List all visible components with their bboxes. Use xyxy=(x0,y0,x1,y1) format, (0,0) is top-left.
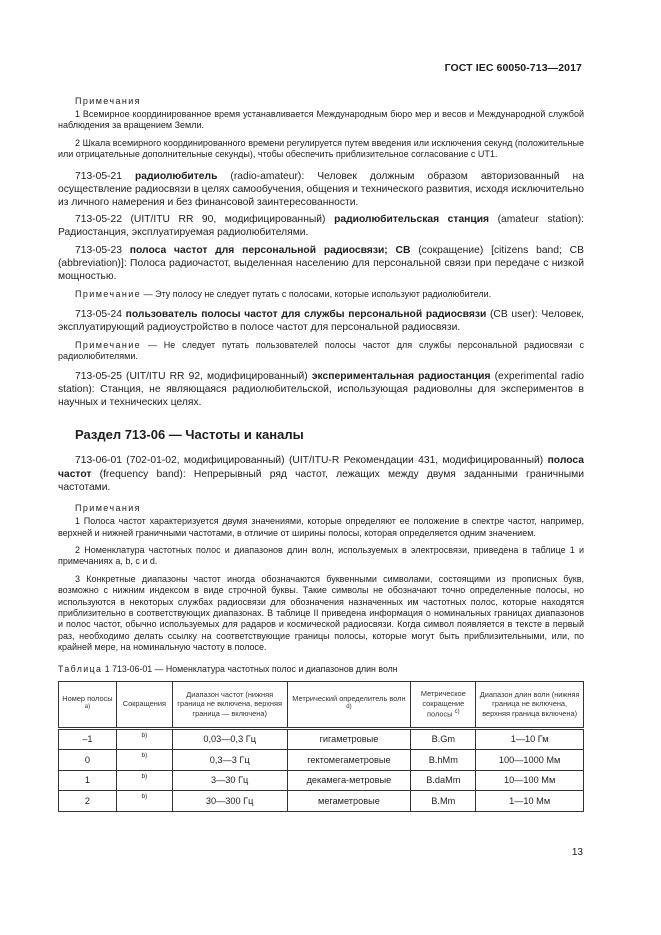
table-cell: 0,03—0,3 Гц xyxy=(172,728,287,750)
table-cell: декамега-метровые xyxy=(287,770,411,791)
table-row xyxy=(59,728,584,750)
table-cell: b) xyxy=(116,770,172,791)
term-entry-713-05-24 xyxy=(58,308,584,334)
notes-title: Примечания xyxy=(75,96,141,106)
table-cell: 10—100 Мм xyxy=(476,770,584,791)
term-definition: (experimental radio station): Станция, не являющаяся радиолюбительской, использующая радиоволны для экспериментов в научных и технических целях. xyxy=(58,370,584,409)
term-entry-713-05-21 xyxy=(58,170,584,210)
table-row xyxy=(59,750,584,771)
notes-title: Примечания xyxy=(75,503,141,514)
table-cell: 30—300 Гц xyxy=(172,791,287,812)
column-header: Номер полосы $^{a)}$ xyxy=(59,681,117,728)
table-cell: B.hMm xyxy=(411,750,476,771)
term-number: 713-05-24 xyxy=(75,308,122,320)
term-number: 713-05-23 xyxy=(75,244,122,256)
table-cell: гектомегаметровые xyxy=(287,750,411,771)
term-definition: (CB user): Человек, эксплуатирующий радиоустройство в полосе частот для персональной радиосвязи. xyxy=(58,308,584,333)
table-cell: мегаметровые xyxy=(287,791,411,812)
term-definition: (frequency band): Непрерывный ряд частот, лежащих между двумя заданными граничными частотами. xyxy=(58,468,584,493)
term-entry-713-05-23 xyxy=(58,244,584,284)
table-cell: b) xyxy=(116,728,172,750)
note-paragraph: 3 Конкретные диапазоны частот иногда обозначаются буквенными символами, состоящими из прописных букв, возможно с нижним индексом в виде строчной буквы. Такие символы не обозначают точно определенные полосы, но используются в некоторых службах радиосвязи для обозначения назначенных им частотных полос, которые находятся приблизительно в соответствующих диапазонах. В таблице II приведена информация о номинальных границах диапазонов и полос частот, обычно используемых для радаров и космической радиосвязи. Когда символ появляется в тексте в первый раз, необходимо делать ссылку на соответствующие границы полосы, которые могут быть приблизительными, или, по крайней мере, на номинальную частоту в полосе. xyxy=(58,573,584,653)
column-header: Диапазон длин волн (нижняя граница не включена, верхняя граница включена) xyxy=(476,681,584,728)
table-caption-label: Таблица xyxy=(58,663,103,674)
term-number: 713-05-25 (UIT/ITU RR 92, модифицированный) xyxy=(75,370,308,382)
table-cell: 0 xyxy=(59,750,117,771)
term-number: 713-06-01 (702-01-02, модифицированный) (UIT/ITU-R Рекомендации 431, модифицированный) xyxy=(75,455,544,467)
table-cell: 1—10 Мм xyxy=(476,791,584,812)
term-entry-713-05-25 xyxy=(58,370,584,410)
note-paragraph: 2 Шкала всемирного координированного времени регулируется путем введения или исключения секунд (положительные или отрицательные дополнительные секунды), чтобы обеспечить приблизительное согласование с UT1. xyxy=(58,137,584,160)
note-text: — Эту полосу не следует путать с полосами, которые используют радиолюбители. xyxy=(141,289,492,300)
term-name: пользователь полосы частот для службы персональной радиосвязи xyxy=(125,308,487,320)
term-definition: (сокращение) [citizens band; CB (abbreviation)]: Полоса радиочастот, выделенная населению для персональной связи при передаче с низкой мощностью. xyxy=(58,244,584,283)
note-paragraph: 1 Полоса частот характеризуется двумя значениями, которые определяют ее положение в спектре частот, например, верхней и нижней граничными частотами, в отличие от ширины полосы, которая определяется одним значением. xyxy=(58,516,584,538)
note-label: Примечание xyxy=(75,340,142,351)
table-row xyxy=(59,791,584,812)
table-cell: B.Mm xyxy=(411,791,476,812)
standard-header: ГОСТ IEC 60050-713—2017 xyxy=(444,62,582,74)
table-cell: –1 xyxy=(59,728,117,750)
column-header: Метрический определитель волн $^{d)}$ xyxy=(287,681,411,728)
note-713-05-24 xyxy=(58,340,584,363)
table-cell: B.daMm xyxy=(411,770,476,791)
term-number: 713-05-21 xyxy=(75,170,122,182)
table-header-row xyxy=(59,681,584,728)
table-cell: гигаметровые xyxy=(287,728,411,750)
note-label: Примечание xyxy=(75,289,142,300)
note-paragraph: 1 Всемирное координированное время устанавливается Международным бюро мер и весов и Международной службой наблюдения за вращением Земли. xyxy=(58,109,584,131)
table-cell: 3—30 Гц xyxy=(172,770,287,791)
column-header: Метрическое сокращение полосы $^{c)}$ xyxy=(411,681,476,728)
column-header: Сокращения xyxy=(116,681,172,728)
table-cell: 1 xyxy=(59,770,117,791)
term-number: 713-05-22 (UIT/ITU RR 90, модифицированный) xyxy=(75,214,326,226)
table-caption xyxy=(58,664,584,675)
table-cell: b) xyxy=(116,750,172,771)
table-cell: 2 xyxy=(59,791,117,812)
term-definition: (amateur station): Радиостанция, эксплуатируемая радиолюбителями. xyxy=(58,214,584,239)
frequency-bands-table xyxy=(58,681,584,812)
table-cell: b) xyxy=(116,791,172,812)
section-heading: Раздел 713-06 — Частоты и каналы xyxy=(75,427,304,443)
page-content xyxy=(58,95,584,812)
table-cell: B.Gm xyxy=(411,728,476,750)
page-number: 13 xyxy=(571,847,583,858)
term-name: радиолюбитель xyxy=(134,170,218,182)
note-paragraph: 2 Номенклатура частотных полос и диапазонов длин волн, используемых в электросвязи, приведена в таблице 1 и примечаниях a, b, c и d. xyxy=(58,544,584,567)
term-definition: (radio-amateur): Человек должным образом авторизованный на осуществление радиосвязи в целях самообучения, общения и технического развития, исходя исключительно из личного намерения и без финансовой заинтересованности. xyxy=(58,170,584,209)
note-713-05-23 xyxy=(58,289,584,300)
table-row xyxy=(59,770,584,791)
term-name: радиолюбительская станция xyxy=(334,214,490,226)
column-header: Диапазон частот (нижняя граница не включена, верхняя граница — включена) xyxy=(172,681,287,728)
term-name: экспериментальная радиостанция xyxy=(311,370,491,382)
term-entry-713-06-01 xyxy=(58,454,584,494)
table-cell: 0,3—3 Гц xyxy=(172,750,287,771)
table-cell: 100—1000 Мм xyxy=(476,750,584,771)
note-text: — Не следует путать пользователей полосы частот для службы персональной радиосвязи с радиолюбителями. xyxy=(58,340,584,362)
term-entry-713-05-22 xyxy=(58,213,584,239)
term-name: полоса частот xyxy=(58,455,584,480)
term-name: полоса частот для персональной радиосвязи; CB xyxy=(129,244,411,256)
table-caption-text: 1 713-06-01 — Номенклатура частотных полос и диапазонов длин волн xyxy=(102,663,398,674)
table-cell: 1—10 Гм xyxy=(476,728,584,750)
